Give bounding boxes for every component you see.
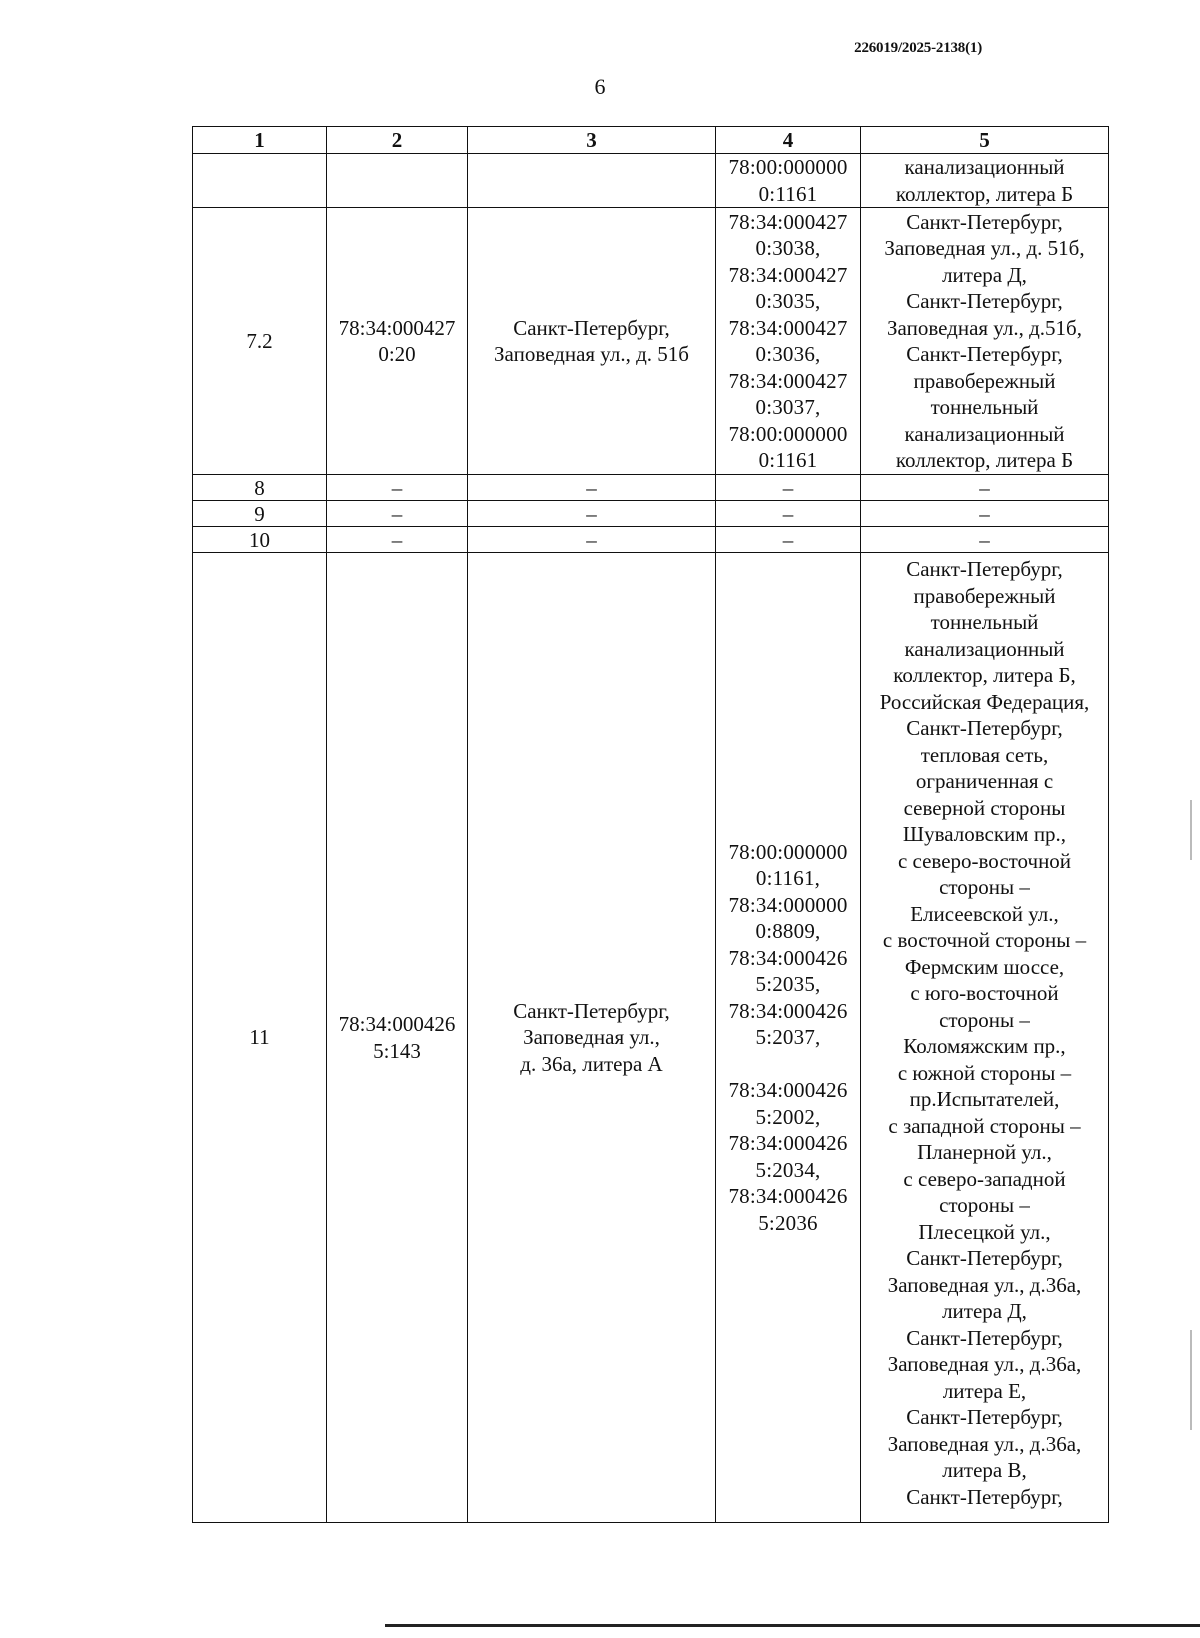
row-number-cell: 9 bbox=[193, 501, 327, 527]
address-cell: Санкт-Петербург, правобережный тоннельный канализационный коллектор, литера Б, Российская Федерация, Санкт-Петербург, тепловая сеть, ограниченная с северной стороны Шуваловским пр., с северо-восточной стороны – Елисеевской ул., с восточной стороны – Фермским шоссе, с юго-восточной стороны – Коломяжским пр., с южной стороны – пр.Испытателей, с западной стороны – Планерной ул., с северо-западной стороны – Плесецкой ул., Санкт-Петербург, Заповедная ул., д.36а, литера Д, Санкт-Петербург, Заповедная ул., д.36а, литера Е, Санкт-Петербург, Заповедная ул., д.36а, литера В, Санкт-Петербург, bbox=[861, 553, 1109, 1523]
land-plots-table bbox=[192, 126, 1109, 1523]
page-number: 6 bbox=[594, 74, 606, 99]
bottom-scan-edge bbox=[385, 1624, 1200, 1627]
row-number-cell: 11 bbox=[193, 553, 327, 1523]
address-cell: канализационный коллектор, литера Б bbox=[861, 154, 1109, 208]
column-header-3: 3 bbox=[468, 127, 716, 154]
column-header-4: 4 bbox=[716, 127, 861, 154]
cadastral-number-cell: 78:34:000426 5:143 bbox=[327, 553, 468, 1523]
cadastral-numbers-cell: 78:00:000000 0:1161 bbox=[716, 154, 861, 208]
table-cell: – bbox=[327, 475, 468, 501]
scan-margin-mark bbox=[1190, 1330, 1192, 1430]
table-cell: – bbox=[716, 475, 861, 501]
table-cell: – bbox=[716, 527, 861, 553]
table-cell: – bbox=[468, 475, 716, 501]
address-cell: Санкт-Петербург, Заповедная ул., д. 51б bbox=[468, 208, 716, 475]
column-header-1: 1 bbox=[193, 127, 327, 154]
table-cell: – bbox=[468, 501, 716, 527]
column-header-5: 5 bbox=[861, 127, 1109, 154]
row-number-cell: 7.2 bbox=[193, 208, 327, 475]
row-number-cell: 8 bbox=[193, 475, 327, 501]
document-number: 226019/2025-2138(1) bbox=[854, 40, 982, 56]
table-row bbox=[193, 475, 1109, 501]
table-cell: – bbox=[327, 501, 468, 527]
table-cell: – bbox=[861, 475, 1109, 501]
table-cell bbox=[327, 154, 468, 208]
table-cell bbox=[193, 154, 327, 208]
table-row bbox=[193, 208, 1109, 475]
cadastral-number-cell: 78:34:000427 0:20 bbox=[327, 208, 468, 475]
table-row bbox=[193, 154, 1109, 208]
address-cell: Санкт-Петербург, Заповедная ул., д. 36а, литера А bbox=[468, 553, 716, 1523]
table-row bbox=[193, 527, 1109, 553]
cadastral-numbers-cell: 78:34:000427 0:3038, 78:34:000427 0:3035, 78:34:000427 0:3036, 78:34:000427 0:3037, 78:00:000000 0:1161 bbox=[716, 208, 861, 475]
table-row bbox=[193, 501, 1109, 527]
address-cell: Санкт-Петербург, Заповедная ул., д. 51б, литера Д, Санкт-Петербург, Заповедная ул., д.51б, Санкт-Петербург, правобережный тоннельный канализационный коллектор, литера Б bbox=[861, 208, 1109, 475]
cadastral-numbers-cell: 78:00:000000 0:1161, 78:34:000000 0:8809, 78:34:000426 5:2035, 78:34:000426 5:2037, 78:34:000426 5:2002, 78:34:000426 5:2034, 78:34:000426 5:2036 bbox=[716, 553, 861, 1523]
column-header-2: 2 bbox=[327, 127, 468, 154]
table-header-row bbox=[193, 127, 1109, 154]
table-cell: – bbox=[861, 527, 1109, 553]
table-cell: – bbox=[327, 527, 468, 553]
table-cell bbox=[468, 154, 716, 208]
scan-margin-mark bbox=[1190, 800, 1192, 860]
table-cell: – bbox=[716, 501, 861, 527]
row-number-cell: 10 bbox=[193, 527, 327, 553]
table-cell: – bbox=[468, 527, 716, 553]
table-row bbox=[193, 553, 1109, 1523]
table-cell: – bbox=[861, 501, 1109, 527]
